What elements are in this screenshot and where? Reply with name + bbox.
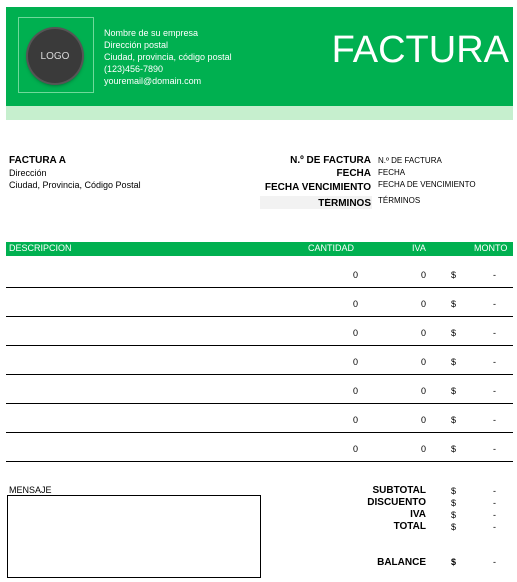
document-title: FACTURA [331, 29, 509, 71]
bill-to-title: FACTURA A [9, 155, 67, 166]
row-tax: 0 [421, 357, 427, 367]
company-name: Nombre de su empresa [104, 28, 199, 38]
col-tax: IVA [412, 243, 426, 253]
row-currency: $ [451, 444, 457, 454]
row-quantity: 0 [353, 444, 359, 454]
row-quantity: 0 [353, 357, 359, 367]
bill-to-address: Dirección [9, 168, 47, 178]
row-amount: - [493, 444, 496, 454]
row-quantity: 0 [353, 415, 359, 425]
row-amount: - [493, 270, 496, 280]
col-quantity: CANTIDAD [308, 243, 355, 253]
row-tax: 0 [421, 328, 427, 338]
bill-to-city: Ciudad, Provincia, Código Postal [9, 180, 141, 190]
row-tax: 0 [421, 270, 427, 280]
due-date-value[interactable]: FECHA DE VENCIMIENTO [378, 180, 476, 189]
total-label: TOTAL [393, 521, 426, 532]
tax-total-currency: $ [451, 510, 457, 520]
row-currency: $ [451, 328, 457, 338]
subtotal-value: - [493, 486, 496, 496]
row-amount: - [493, 415, 496, 425]
date-value[interactable]: FECHA [378, 168, 406, 177]
row-quantity: 0 [353, 328, 359, 338]
row-amount: - [493, 386, 496, 396]
message-box[interactable] [7, 495, 261, 578]
invoice-number-value[interactable]: N.º DE FACTURA [378, 156, 442, 165]
balance-currency: $ [451, 557, 457, 567]
table-row[interactable] [6, 404, 513, 433]
table-row[interactable] [6, 433, 513, 462]
tax-total-label: IVA [410, 509, 426, 520]
col-amount: MONTO [474, 243, 508, 253]
discount-label: DISCUENTO [367, 497, 426, 508]
terms-label: TÉRMINOS [318, 198, 371, 209]
table-row[interactable] [6, 346, 513, 375]
invoice-number-label: N.º DE FACTURA [290, 155, 371, 166]
row-quantity: 0 [353, 386, 359, 396]
items-table-header [6, 242, 513, 256]
row-quantity: 0 [353, 270, 359, 280]
tax-total-value: - [493, 510, 496, 520]
table-row[interactable] [6, 288, 513, 317]
row-currency: $ [451, 415, 457, 425]
due-date-label: FECHA VENCIMIENTO [264, 182, 371, 193]
row-quantity: 0 [353, 299, 359, 309]
terms-value[interactable]: TÉRMINOS [378, 196, 421, 205]
row-currency: $ [451, 386, 457, 396]
company-email: youremail@domain.com [104, 76, 202, 86]
row-tax: 0 [421, 415, 427, 425]
row-amount: - [493, 357, 496, 367]
subtotal-currency: $ [451, 486, 457, 496]
col-description: DESCRIPCION [9, 243, 72, 253]
row-currency: $ [451, 299, 457, 309]
message-label: MENSAJE [9, 485, 52, 495]
company-logo [28, 29, 82, 83]
total-value: - [493, 522, 496, 532]
date-label: FECHA [336, 168, 371, 179]
company-info [104, 27, 232, 87]
discount-value: - [493, 498, 496, 508]
company-city: Ciudad, provincia, código postal [104, 52, 232, 62]
row-tax: 0 [421, 444, 427, 454]
row-amount: - [493, 328, 496, 338]
table-row[interactable] [6, 375, 513, 404]
row-currency: $ [451, 270, 457, 280]
company-phone: (123)456-7890 [104, 64, 164, 74]
discount-currency: $ [451, 498, 457, 508]
row-amount: - [493, 299, 496, 309]
row-tax: 0 [421, 299, 427, 309]
header-accent-strip [6, 106, 513, 120]
logo-text: LOGO [40, 50, 70, 62]
balance-value: - [493, 557, 496, 567]
company-address: Dirección postal [104, 40, 169, 50]
table-row[interactable] [6, 259, 513, 288]
table-row[interactable] [6, 317, 513, 346]
row-tax: 0 [421, 386, 427, 396]
subtotal-label: SUBTOTAL [372, 485, 426, 496]
balance-label: BALANCE [377, 557, 426, 568]
total-currency: $ [451, 522, 457, 532]
row-currency: $ [451, 357, 457, 367]
